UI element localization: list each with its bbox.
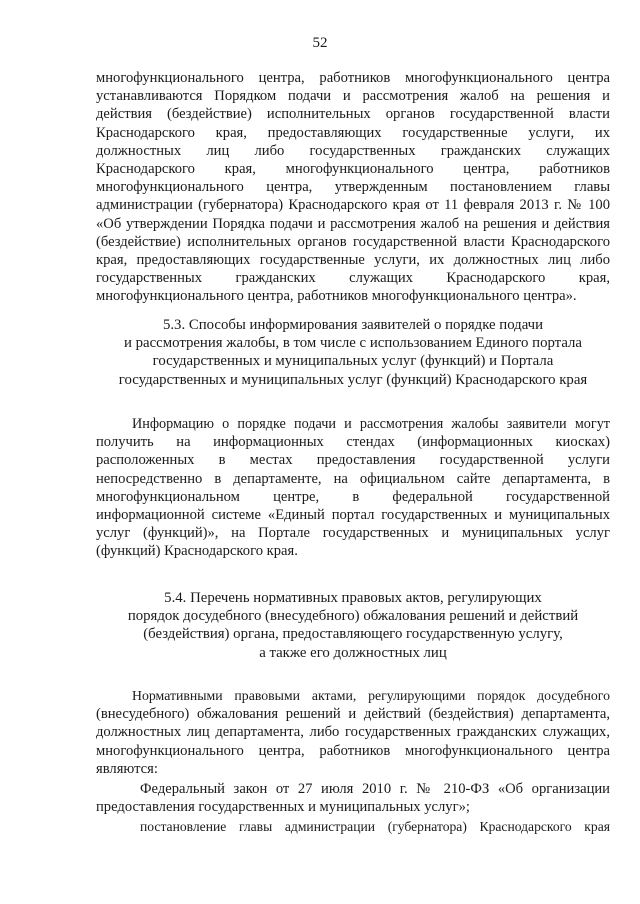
text-line: Краснодарского края, многофункционального центра, работников <box>96 160 610 177</box>
text-line: постановление главы администрации (губернатора) Краснодарского края <box>140 819 610 834</box>
heading-line: 5.3. Способы информирования заявителей о порядке подачи <box>162 317 544 333</box>
text-line: многофункциональном центре, в федеральной государственной <box>96 488 610 505</box>
page-number: 52 <box>312 35 328 51</box>
text-line: многофункционального центра, утвержденным постановлением главы <box>96 179 610 196</box>
text-line: получить на информационных стендах (информационных киосках) <box>96 434 610 451</box>
text-line: должностных лиц либо государственных гражданских служащих <box>96 142 610 159</box>
heading-line: государственных и муниципальных услуг (функций) и Портала <box>152 353 554 370</box>
text-line: услуг (функций)», на Портале государственных и муниципальных услуг <box>96 525 610 542</box>
text-line: администрации (губернатора) Краснодарского края от 11 февраля 2013 г. № 100 <box>96 197 610 214</box>
text-line: государственных гражданских служащих Краснодарского края, <box>96 270 610 287</box>
text-line: края, предоставляющих государственные услуги, их должностных лиц либо <box>96 251 610 268</box>
text-line: являются: <box>96 760 158 777</box>
text-line: непосредственно в департаменте, на официальном сайте департамента, в <box>96 470 610 487</box>
heading-line: а также его должностных лиц <box>259 644 447 661</box>
text-line: Федеральный закон от 27 июля 2010 г. № 210-ФЗ «Об организации <box>140 781 610 797</box>
heading-line: и рассмотрения жалобы, в том числе с использованием Единого портала <box>124 335 582 352</box>
paragraph-normative-acts <box>96 687 610 778</box>
text-line: многофункционального центра, работников многофункционального центра». <box>96 288 577 305</box>
text-line: «Об утверждении Порядка подачи и рассмотрения жалоб на решения и действия <box>96 215 610 232</box>
text-line: действия (бездействие) исполнительных органов государственной власти <box>96 106 610 123</box>
text-line: Информацию о порядке подачи и рассмотрения жалобы заявители могут <box>132 416 610 432</box>
section-heading-5-4 <box>96 589 610 662</box>
text-line: (функций) Краснодарского края. <box>96 543 298 560</box>
text-line: информационной системе «Единый портал государственных и муниципальных <box>96 506 610 523</box>
text-line: (внесудебного) обжалования решений и действий (бездействия) департамента, <box>96 706 610 723</box>
heading-line: порядок досудебного (внесудебного) обжалования решений и действий <box>127 608 579 625</box>
text-line: расположенных в местах предоставления государственной услуги <box>96 452 610 469</box>
paragraph-complaint-procedure <box>96 69 610 305</box>
paragraph-information-methods <box>96 415 610 561</box>
heading-line: (бездействия) органа, предоставляющего государственную услугу, <box>143 626 563 643</box>
heading-line: государственных и муниципальных услуг (функций) Краснодарского края <box>118 371 588 388</box>
text-line: многофункционального центра, работников многофункционального центра <box>96 70 610 86</box>
heading-line: 5.4. Перечень нормативных правовых актов, регулирующих <box>164 590 542 606</box>
paragraph-federal-law <box>96 780 610 816</box>
text-line: Краснодарского края, предоставляющих государственные услуги, их <box>96 124 610 141</box>
text-line: Нормативными правовыми актами, регулирующими порядок досудебного <box>132 688 610 703</box>
text-line: многофункционального центра, работников многофункционального центра <box>96 742 610 759</box>
text-line: должностных лиц департамента, либо государственных гражданских служащих, <box>96 724 610 741</box>
text-line: устанавливаются Порядком подачи и рассмотрения жалоб на решения и <box>96 88 610 105</box>
paragraph-governor-resolution <box>96 818 610 836</box>
text-line: (бездействие) исполнительных органов государственной власти Краснодарского <box>96 233 610 250</box>
text-line: предоставления государственных и муниципальных услуг»; <box>96 799 470 816</box>
section-heading-5-3 <box>96 316 610 389</box>
